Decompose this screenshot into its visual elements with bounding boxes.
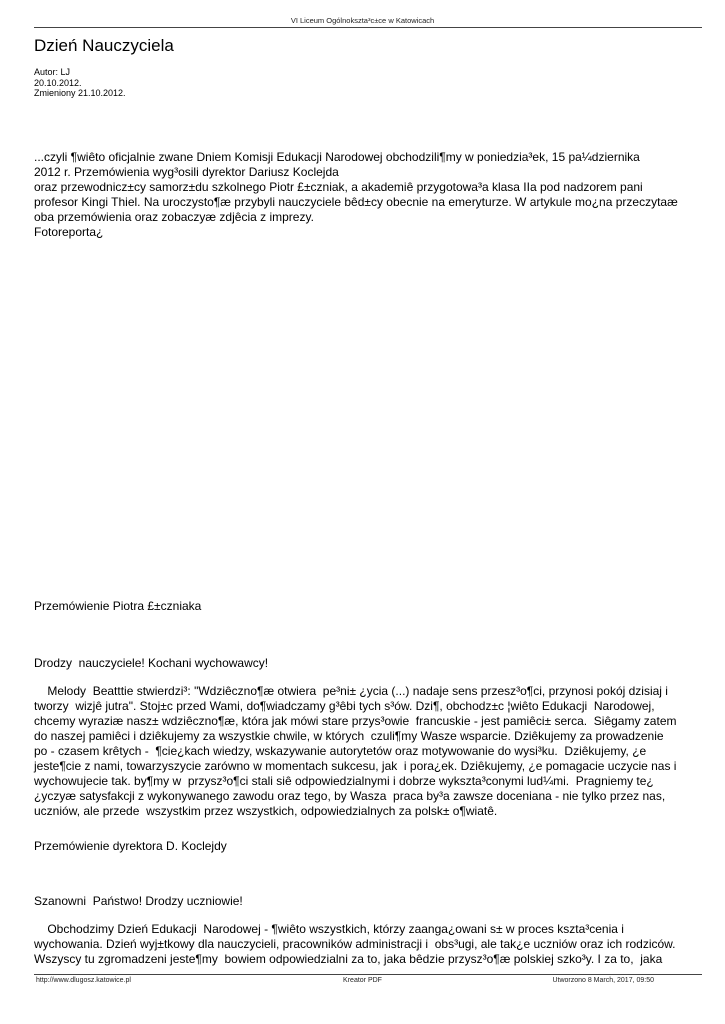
footer-generator: Kreator PDF (343, 977, 382, 984)
footer-divider (34, 974, 702, 975)
footer-created-date: Utworzono 8 March, 2017, 09:50 (552, 977, 654, 984)
article-date: 20.10.2012. (34, 77, 82, 88)
page-header-school: VI Liceum Ogólnokszta³c±ce w Katowicach (290, 16, 435, 25)
article-meta (34, 67, 126, 99)
speech2-heading: Przemówienie dyrektora D. Koclejdy (34, 839, 227, 853)
speech2-greeting: Szanowni Państwo! Drodzy uczniowie! (34, 894, 243, 908)
article-author: Autor: LJ (34, 67, 71, 77)
header-divider (34, 27, 702, 28)
article-intro: ...czyli ¶wiêto oficjalnie zwane Dniem Komisji Edukacji Narodowej obchodzili¶my w poniedzia³ek, 15 pa¼dziernika 2012 r. Przemówienia wyg³osili dyrektor Dariusz Koclejda oraz przewodnicz±cy samorz±du szkolnego Piotr £±czniak, a akademiê przygotowa³a klasa IIa pod nadzorem pani profesor Kingi Thiel. Na uroczysto¶æ przybyli nauczyciele bêd±cy obecnie na emeryturze. W artykule mo¿na przeczytaæ oba przemówienia oraz zobaczyæ zdjêcia z imprezy. Fotoreporta¿ (34, 150, 678, 239)
speech1-greeting: Drodzy nauczyciele! Kochani wychowawcy! (34, 656, 269, 670)
speech2-body: Obchodzimy Dzień Edukacji Narodowej - ¶wiêto wszystkich, którzy zaanga¿owani s± w proces kszta³cenia i wychowania. Dzień wyj±tkowy dla nauczycieli, pracowników administracji i obs³ugi, ale tak¿e uczniów oraz ich rodziców. Wszyscy tu zgromadzeni jeste¶my bowiem odpowiedzialni za to, jaka bêdzie przysz³o¶æ polskiej szko³y. I za to, jaka (34, 922, 676, 966)
speech1-heading: Przemówienie Piotra £±czniaka (34, 599, 202, 613)
article-modified-date: Zmieniony 21.10.2012. (34, 88, 126, 98)
article-title: Dzień Nauczyciela (34, 36, 174, 55)
footer-url-link[interactable]: http://www.dlugosz.katowice.pl (36, 977, 131, 984)
speech1-body: Melody Beatttie stwierdzi³: "Wdziêczno¶æ otwiera pe³ni± ¿ycia (...) nadaje sens przesz³o¶ci, przynosi pokój dzisiaj i tworzy wizjê jutra". Stoj±c przed Wami, do¶wiadczamy g³êbi tych s³ów. Dzi¶, obchodz±c ¦wiêto Edukacji Narodowej, chcemy wyraziæ nasz± wdziêczno¶æ, która jak mówi stare przys³owie francuskie - jest pamiêci± serca. Siêgamy zatem do naszej pamiêci i dziêkujemy za wszystkie chwile, w których czuli¶my Wasze wsparcie. Dziêkujemy za prowadzenie po - czasem krêtych - ¶cie¿kach wiedzy, wskazywanie autorytetów oraz motywowanie do wysi³ku. Dziêkujemy, ¿e jeste¶cie z nami, towarzyszycie zarówno w momentach sukcesu, jak i pora¿ek. Dziêkujemy, ¿e pomagacie uczycie nas i wychowujecie tak. by¶my w przysz³o¶ci stali siê odpowiedzialnymi i dobrze wykszta³conymi lud¼mi. Pragniemy te¿ ¿yczyæ satysfakcji z wykonywanego zawodu oraz tego, by Wasza praca by³a zawsze doceniana - nie tylko przez nas, uczniów, ale przede wszystkim przez wszystkich, odpowiedzialnych za polsk± o¶wiatê. (34, 684, 677, 818)
